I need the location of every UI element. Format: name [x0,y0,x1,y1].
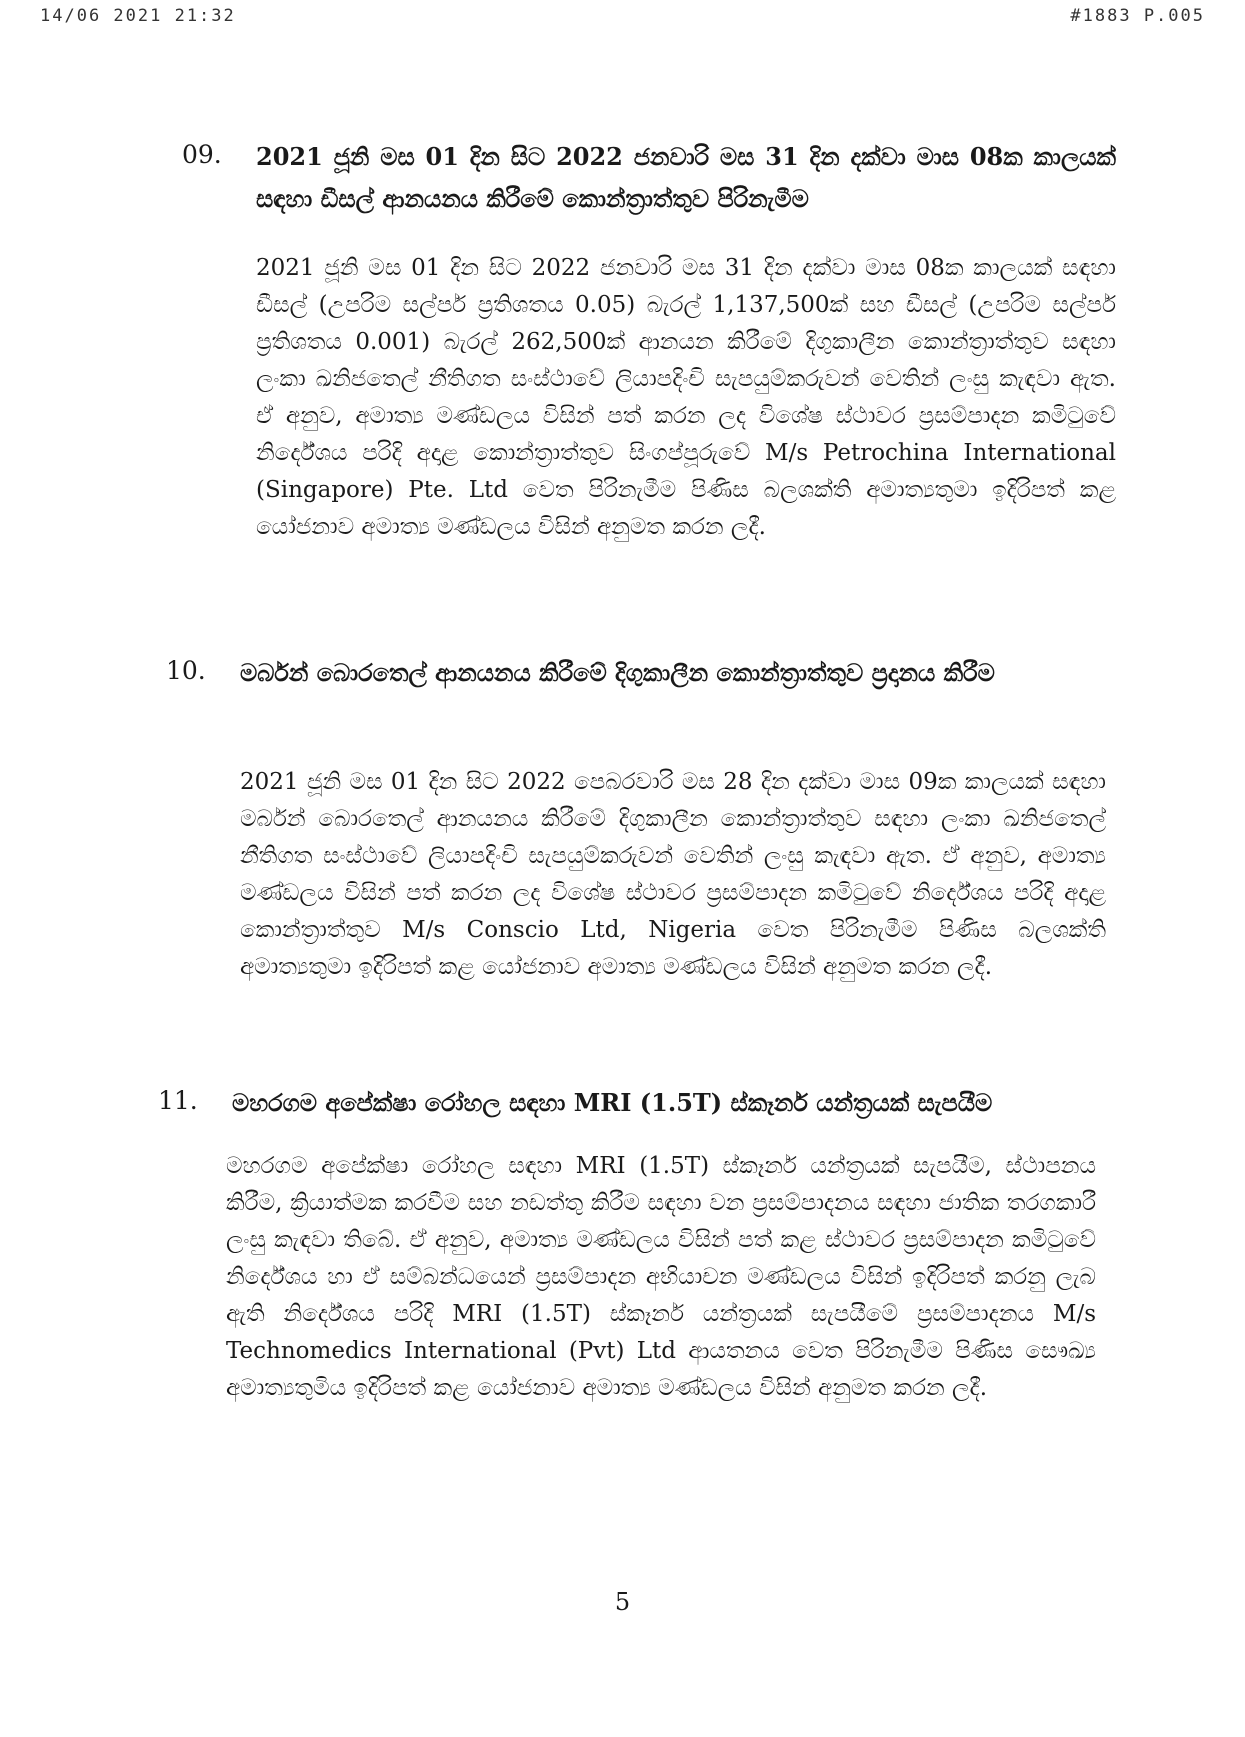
item-heading-11: මහරගම අපේක්ෂා රෝහල සඳහා MRI (1.5T) ස්කෑනර් යන්ත්‍රයක් සැපයීම [232,1088,993,1117]
item-body-11: මහරගම අපේක්ෂා රෝහල සඳහා MRI (1.5T) ස්කෑනර් යන්ත්‍රයක් සැපයීම, ස්ථාපනය කිරීම, ක්‍රියාත්මක කරවීම සහ නඩත්තු කිරීම සඳහා වන ප්‍රසම්පාදනය සඳහා ජාතික තරගකාරී ලංසු කැඳවා තිබේ. ඒ අනුව, අමාත්‍ය මණ්ඩලය විසින් පත් කළ ස්ථාවර ප්‍රසම්පාදන කමිටුවේ නිර්දේශය හා ඒ සම්බන්ධයෙන් ප්‍රසම්පාදන අභියාචන මණ්ඩලය විසින් ඉදිරිපත් කරනු ලැබ ඇති නිර්දේශය පරිදි MRI (1.5T) ස්කෑනර් යන්ත්‍රයක් සැපයීමේ ප්‍රසම්පාදනය M/s Technomedics International (Pvt) Ltd ආයතනය වෙත පිරිනැමීම පිණිස සෞඛ්‍ය අමාත්‍යතුමිය ඉදිරිපත් කළ යෝජනාව අමාත්‍ය මණ්ඩලය විසින් අනුමත කරන ලදී. [226,1153,1096,1401]
item-number-09: 09. [182,140,222,169]
item-heading-10: මර්බන් බොරතෙල් ආනයනය කිරීමේ දිගුකාලීන කොන්ත්‍රාත්තුව ප්‍රදානය කිරීම [240,658,995,687]
item-body-09: 2021 ජූනි මස 01 දින සිට 2022 ජනවාරි මස 31 දින දක්වා මාස 08ක කාලයක් සඳහා ඩීසල් (උපරිම සල්පර් ප්‍රතිශතය 0.05) බැරල් 1,137,500ක් සහ ඩීසල් (උපරිම සල්පර් ප්‍රතිශතය 0.001) බැරල් 262,500ක් ආනයන කිරීමේ දිගුකාලීන කොන්ත්‍රාත්තුව සඳහා ලංකා ඛනිජතෙල් නීතිගත සංස්ථාවේ ලියාපදිංචි සැපයුම්කරුවන් වෙතින් ලංසු කැඳවා ඇත. ඒ අනුව, අමාත්‍ය මණ්ඩලය විසින් පත් කරන ලද විශේෂ ස්ථාවර ප්‍රසම්පාදන කමිටුවේ නිර්දේශය පරිදි අදාළ කොන්ත්‍රාත්තුව සිංගප්පූරුවේ M/s Petrochina International (Singapore) Pte. Ltd වෙත පිරිනැමීම පිණිස බලශක්ති අමාත්‍යතුමා ඉදිරිපත් කළ යෝජනාව අමාත්‍ය මණ්ඩලය විසින් අනුමත කරන ලදී. [256,255,1116,540]
item-number-11: 11. [158,1086,198,1115]
item-body-10: 2021 ජූනි මස 01 දින සිට 2022 පෙබරවාරි මස 28 දින දක්වා මාස 09ක කාලයක් සඳහා මර්බන් බොරතෙල් ආනයනය කිරීමේ දිගුකාලීන කොන්ත්‍රාත්තුව සඳහා ලංකා ඛනිජතෙල් නීතිගත සංස්ථාවේ ලියාපදිංචි සැපයුම්කරුවන් වෙතින් ලංසු කැඳවා ඇත. ඒ අනුව, අමාත්‍ය මණ්ඩලය විසින් පත් කරන ලද විශේෂ ස්ථාවර ප්‍රසම්පාදන කමිටුවේ නිර්දේශය පරිදි අදාළ කොන්ත්‍රාත්තුව M/s Conscio Ltd, Nigeria වෙත පිරිනැමීම පිණිස බලශක්ති අමාත්‍යතුමා ඉදිරිපත් කළ යෝජනාව අමාත්‍ය මණ්ඩලය විසින් අනුමත කරන ලදී. [240,769,1106,980]
item-heading-09: 2021 ජූනි මස 01 දින සිට 2022 ජනවාරි මස 31 දින දක්වා මාස 08ක කාලයක් සඳහා ඩීසල් ආනයනය කිරීමේ කොන්ත්‍රාත්තුව පිරිනැමීම [256,142,1116,213]
fax-reference: #1883 P.005 [1070,6,1205,26]
item-number-10: 10. [166,656,206,685]
page-number: 5 [614,1588,631,1616]
fax-datetime: 14/06 2021 21:32 [40,6,236,26]
